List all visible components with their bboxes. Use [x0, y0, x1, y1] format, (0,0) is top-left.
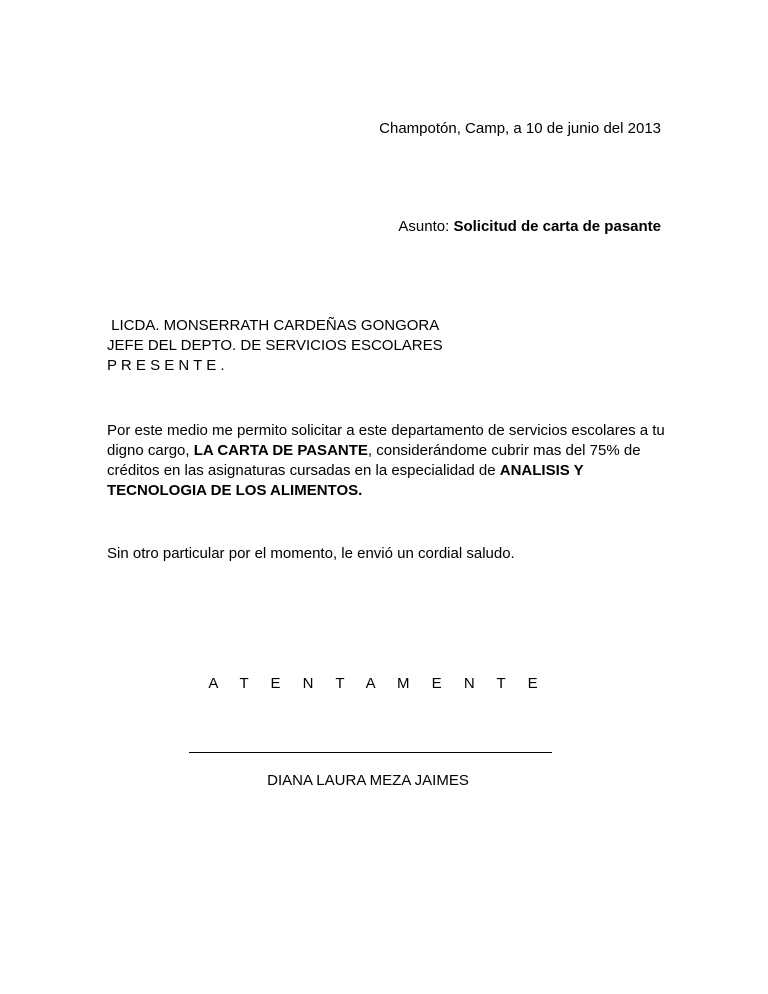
body-bold-carta: LA CARTA DE PASANTE — [193, 442, 368, 459]
subject-line — [398, 218, 661, 235]
recipient-position: JEFE DEL DEPTO. DE SERVICIOS ESCOLARES — [107, 337, 443, 354]
body-bold-especialidad: ANALISIS Y TECNOLOGIA DE LOS ALIMENTOS. — [107, 462, 584, 499]
signer-name: DIANA LAURA MEZA JAIMES — [267, 772, 469, 789]
body-paragraph — [107, 421, 667, 501]
subject-value: Solicitud de carta de pasante — [453, 218, 661, 235]
recipient-name: LICDA. MONSERRATH CARDEÑAS GONGORA — [107, 317, 440, 334]
atentamente-text: A T E N T A M E N T E — [208, 675, 547, 692]
subject-label: Asunto: — [398, 218, 454, 235]
recipient-block — [107, 316, 443, 376]
recipient-presente: P R E S E N T E . — [107, 357, 225, 374]
body-part1: Por este medio me permito solicitar a este departamento de servicios escolares a tu digno cargo, — [107, 422, 665, 459]
closing-text: Sin otro particular por el momento, le envió un cordial saludo. — [107, 545, 515, 562]
place-date: Champotón, Camp, a 10 de junio del 2013 — [379, 120, 661, 137]
signature-line — [189, 752, 552, 753]
body-part2: , considerándome cubrir mas del 75% de créditos en las asignaturas cursadas en la especialidad de — [107, 442, 641, 479]
